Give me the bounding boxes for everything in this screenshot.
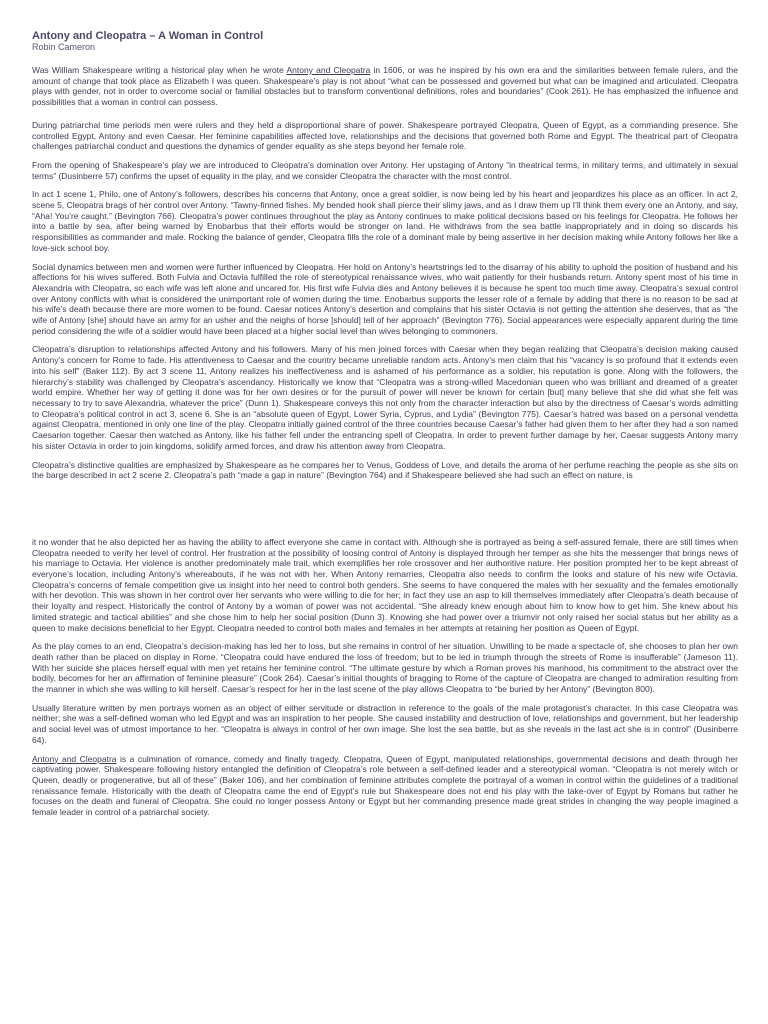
paragraph-text: As the play comes to an end, Cleopatra’s decision-making has led her to loss, but she remains in control of her situation. Unwilling to be made a spectacle of, she chooses to plan her own death rather than be placed on display in Rome. “Cleopatra could have endured the loss of freedom; but to be led in triumph through the streets of Rome is insufferable” (Jameson 11). With her suicide she places herself equal with men yet retains her feminine control. “The ultimate gesture by which a Roman proves his manhood, his commitment to the abstract over the bodily, becomes for her an affirmation of feminine pleasure” (Cook 264). Caesar’s initial thoughts of bragging to Rome of the capture of Cleopatra are changed to admiration resulting from the manner in which she was willing to kill herself. Caesar’s respect for her in the last scene of the play allows Cleopatra to “be buried by her Antony” (Bevington 800). <box>32 641 738 695</box>
paragraph <box>32 537 738 633</box>
paragraph-text: is a culmination of romance, comedy and finally tragedy. Cleopatra, Queen of Egypt, manipulated relationships, governmental decisions and death through her captivating power. Shakespeare following history entangled the definition of Cleopatra’s role between a self-defined leader and a stereotypical woman. “Cleopatra is not merely witch or Queen, deadly or progenerative, but all of these” (Baker 106), and her combination of feminine attributes complete the portrayal of a woman in control within the guidelines of a traditional renaissance female. Historically with the death of Cleopatra came the end of Egypt’s rule but Shakespeare does not end his play with the take-over of Egypt by Romans but rather he focuses on the death and funeral of Cleopatra. She could no longer possess Antony or Egypt but her commanding presence made great strides in changing the way people imagined a female leader in control of a patriarchal society. <box>32 753 738 818</box>
paragraph-text: in 1606, or was he inspired by his own era and the similarities between female rulers, and the amount of change that took place as Elizabeth I was queen. Shakespeare’s play is not about “what can be possessed and governed but what can be imagined and articulated. Cleopatra plays with gender, not in order to overcome social or familial obstacles but to transform conventional definitions, roles and boundaries” (Cook 261). He has emphasized the influence and possibilities that a woman in control can possess. <box>32 65 738 108</box>
paragraph <box>32 703 738 746</box>
paragraph <box>32 120 738 152</box>
paragraph-text: In act 1 scene 1, Philo, one of Antony’s followers, describes his concerns that Antony, once a great soldier, is now being led by his heart and jeopardizes his place as an officer. In act 2, scene 5, Cleopatra brags of her control over Antony. “Tawny-finned fishes. My bended hook shall pierce their slimy jaws, and as I draw them up I’ll think them every one an Antony, and say, “Aha! You’re caught.” (Bevington 766). Cleopatra’s power continues throughout the play as Antony continues to make political decisions based on his feelings for Cleopatra. He follows her into a battle by sea, after being warned by Enobarbus that their efforts would be stronger on land. He withdraws from the sea battle inappropriately and in doing so discards his responsibilities as commander and male. Rocking the balance of gender, Cleopatra fills the role of a dominant male by being assertive in her decision making while Antony follows her like a love-sick school boy. <box>32 189 738 253</box>
paragraph <box>32 641 738 695</box>
paragraph <box>32 754 738 818</box>
paragraph <box>32 160 738 181</box>
paragraph <box>32 262 738 337</box>
essay-title: Antony and Cleopatra – A Woman in Control <box>32 30 264 42</box>
essay-body <box>32 65 738 818</box>
page-break-gap <box>32 489 738 537</box>
play-title-reference: Antony and Cleopatra <box>286 65 371 75</box>
paragraph-text: Cleopatra’s distinctive qualities are emphasized by Shakespeare as he compares her to Venus, Goddess of Love, and details the aroma of her perfume reaching the people as she sits on the barge described in act 2 scene 2. Cleopatra’s path “made a gap in nature” (Bevington 764) and if Shakespeare believed she had such an effect on nature, is <box>32 459 738 481</box>
paragraph <box>32 65 738 108</box>
play-title-reference: Antony and Cleopatra <box>32 753 117 764</box>
paragraph-text: Cleopatra’s disruption to relationships affected Antony and his followers. Many of his men joined forces with Caesar when they began realizing that Cleopatra’s decision making caused Antony’s concern for Rome to fade. His attentiveness to Caesar and the country became unreliable random acts. Antony’s men claim that his “vacancy is so profound that it extends even into his self” (Baker 112). By act 3 scene 11, Antony realizes his ineffectiveness and is ashamed of his performance as a soldier, his reputation is gone. Along with the followers, the hierarchy’s stability was challenged by Cleopatra’s ascendancy. Historically we know that “Cleopatra was a strong-willed Macedonian queen who was brilliant and dreamed of a greater world empire. Whether her way of getting it done was for her own desires or for the pursuit of power will never be known for certain [but] many believe that she did what she felt was necessary to try to save Alexandria, whatever the price” (Dunn 1). Shakespeare conveys this not only from the character interaction but also by the directness of Caesar’s words admitting to Cleopatra’s political control in act 3, scene 6. She is an “absolute queen of Egypt, Lower Syria, Cyprus, and Lydia” (Bevington 775). Caesar’s hatred was based on a personal vendetta against Cleopatra, mentioned in only one line of the play. Cleopatra initially gained control of the three countries because Caesar’s father had given them to her after they had a son named Caesarion together. Caesar then watched as Antony, like his father fell under the entrancing spell of Cleopatra. In order to prevent further damage by her, Caesar suggests Antony marry his sister Octavia in order to join kingdoms, solidify armed forces, and draw his attention away from Cleopatra. <box>32 344 738 451</box>
paragraph-text: Social dynamics between men and women were further influenced by Cleopatra. Her hold on Antony’s heartstrings led to the disarray of his ability to uphold the position of husband and his affections for his wives suffered. Both Fulvia and Octavia fulfilled the role of stereotypical renaissance wives, who wait patiently for their husbands return. Antony spent most of his time in Alexandria with Cleopatra, so each wife was left alone and uncared for. His first wife Fulvia dies and Antony believes it is because he spent too much time away. Cleopatra’s sexual control over Antony conflicts with what is considered the unimportant role of women during the time. Enobarbus supports the lesser role of a female by adding that there is no reason to be sad at his wife’s death because there are more women to be found. Caesar notices Antony’s desertion and complains that his sister Octavia is not getting the attention she deserves, that as “the wife of Antony [she] should have an army for an usher and the neighs of horse [should] tell of her approach” (Bevington 776). Social appearances were especially apparent during the time period considering the wife of a soldier would have been placed at a higher social level than wives belonging to commoners. <box>32 261 738 336</box>
paragraph-text: it no wonder that he also depicted her as having the ability to affect everyone she came in contact with. Although she is portrayed as being a self-assured female, there are still times when Cleopatra needed to verify her level of control. Her frustration at the possibility of loosing control of Antony is displayed through her temper as she hits the messenger that brings news of his marriage to Octavia. Her violence is another predominately male trait, which exemplifies her role crossover and her authoritive nature. Her position prompted her to be kept abreast of everyone’s location, including Antony’s whereabouts, if he was not with her. When Antony remarries, Cleopatra also needs to confirm the looks and stature of his new wife Octavia. Cleopatra’s concerns of female competition give us insight into her need to control both genders. She seems to have conquered the males with her sexuality and the females emotionally with her devotion. This was shown in her control over her servants who were willing to die for her; in fact they use an asp to kill themselves immediately after Cleopatra’s death because of their loyalty and respect. Historically the control of Antony by a woman of power was not accidental. “She already knew enough about him to know how to get him. She knew about his limited strategic and tactical abilities” and she chose him to help her social position (Dunn 3). Knowing she had power over a triumvir not only raised her social status but her ability as a queen to make decisions beneficial to her Egypt. Cleopatra needed to control both males and females in her attempts at retaining her position as Queen of Egypt. <box>32 536 738 633</box>
paragraph-text: Was William Shakespeare writing a historical play when he wrote <box>32 65 287 75</box>
paragraph <box>32 344 738 451</box>
paragraph-text: From the opening of Shakespeare’s play we are introduced to Cleopatra’s domination over Antony. Her upstaging of Antony “in theatrical terms, in military terms, and ultimately in sexual terms” (Dusinberre 57) confirms the upset of equality in the play, and we consider Cleopatra the character with the most control. <box>32 159 738 181</box>
paragraph <box>32 189 738 253</box>
paragraph-text: During patriarchal time periods men were rulers and they held a disproportional share of power. Shakespeare portrayed Cleopatra, Queen of Egypt, as a commanding presence. She controlled Egypt, Antony and even Caesar. Her feminine capabilities affected love, relationships and the decisions that governed both Rome and Egypt. The theatrical part of Cleopatra challenges patriarchal conduct and questions the dynamics of gender equality as she steps beyond her female role. <box>32 119 738 152</box>
paragraph-text: Usually literature written by men portrays women as an object of either servitude or distraction in reference to the goals of the male protagonist’s character. In this case Cleopatra was neither; she was a self-defined woman who led Egypt and was an inspiration to her people. She caused instability and destruction of love, relationships and government, but her leadership and social level was of utmost importance to her. “Cleopatra is always in control of her own image. She lost the sea battle, but as she reveals in the last act she is in control” (Dusinberre 64). <box>32 702 738 745</box>
author-name: Robin Cameron <box>32 42 96 52</box>
document-page <box>32 30 738 826</box>
paragraph <box>32 460 738 481</box>
